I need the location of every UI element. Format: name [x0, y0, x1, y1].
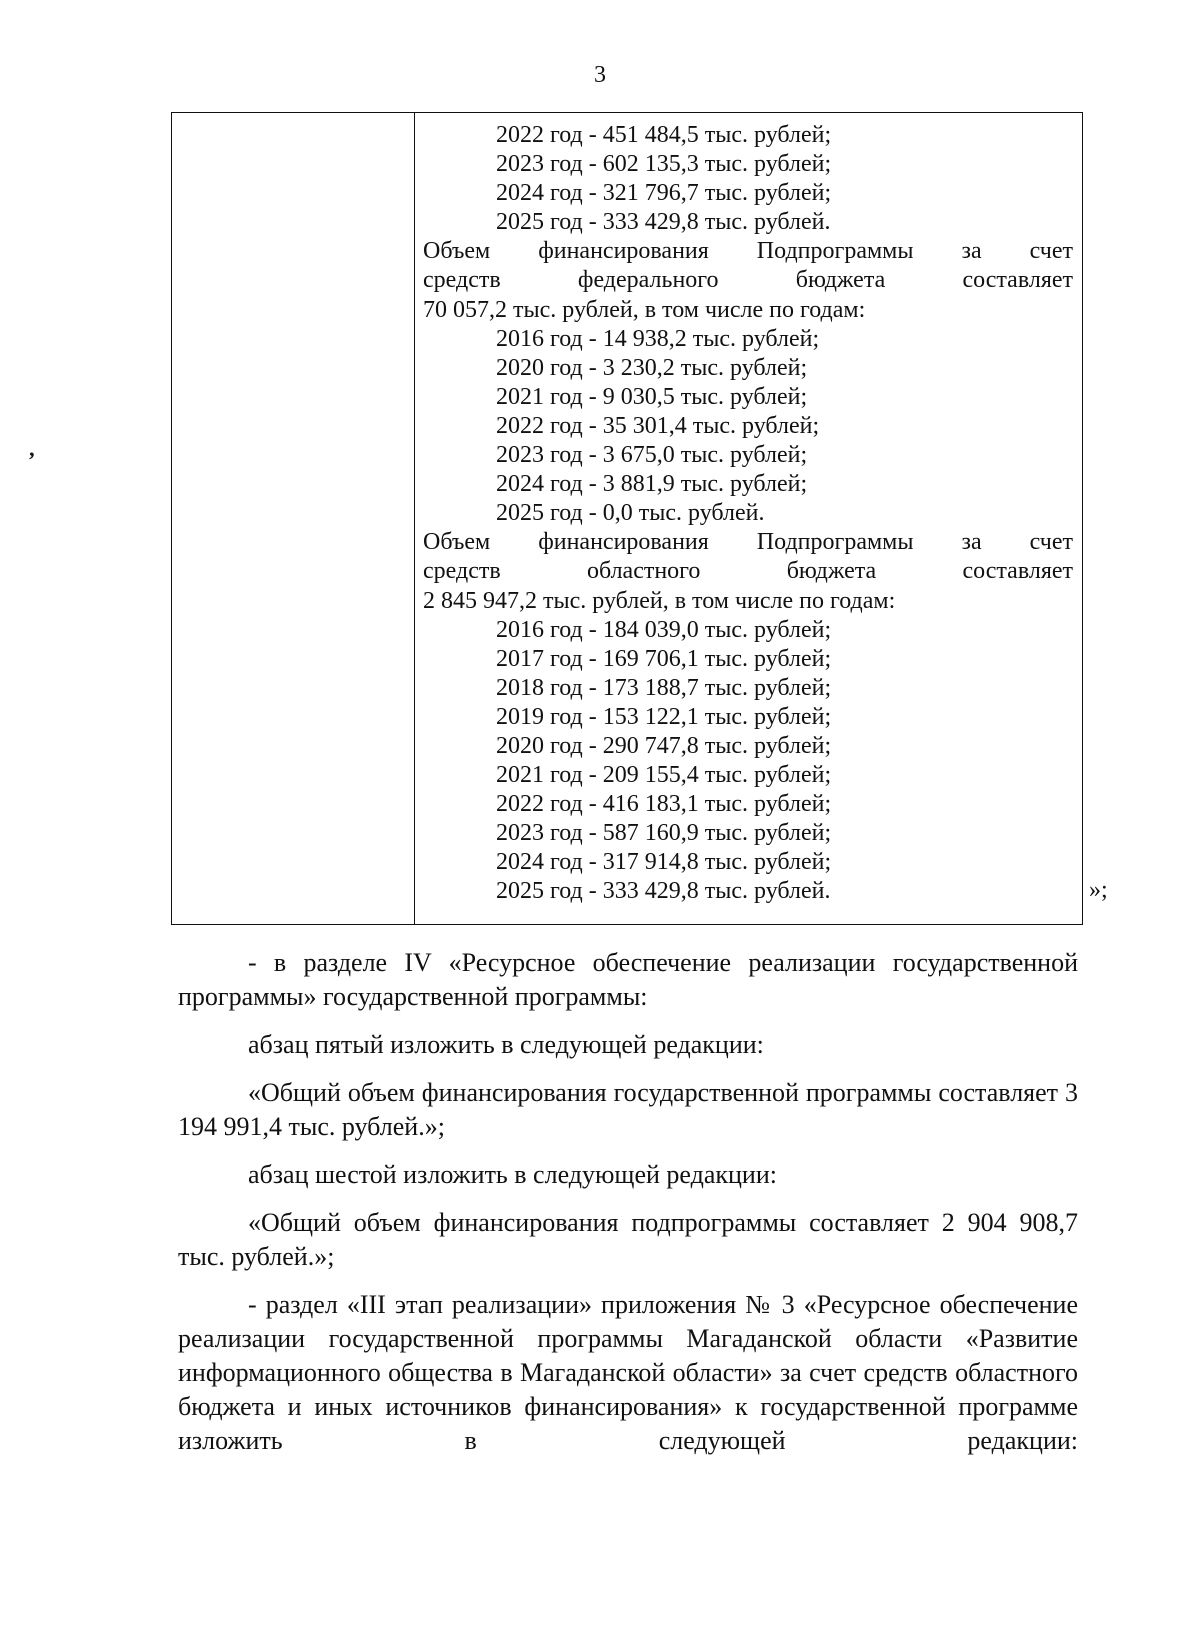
regional-intro-line: Объем финансирования Подпрограммы за счет	[423, 529, 1073, 556]
regional-year-line: 2020 год - 290 747,8 тыс. рублей;	[496, 732, 832, 759]
funding-table	[171, 112, 1083, 925]
paragraph: «Общий объем финансирования государственной программы составляет 3 194 991,4 тыс. рублей.»;	[178, 1078, 1078, 1141]
year-line: 2022 год - 451 484,5 тыс. рублей;	[496, 122, 832, 148]
regional-year-line: 2023 год - 587 160,9 тыс. рублей;	[496, 820, 832, 847]
closing-quote-mark: »;	[1089, 877, 1108, 903]
federal-year-line: 2016 год - 14 938,2 тыс. рублей;	[496, 325, 820, 352]
federal-year-line: 2025 год - 0,0 тыс. рублей.	[496, 500, 765, 527]
year-line: 2023 год - 602 135,3 тыс. рублей;	[496, 151, 832, 178]
federal-year-line: 2023 год - 3 675,0 тыс. рублей;	[496, 442, 808, 469]
regional-year-line: 2018 год - 173 188,7 тыс. рублей;	[496, 674, 832, 701]
federal-year-line: 2020 год - 3 230,2 тыс. рублей;	[496, 354, 808, 381]
year-line: 2025 год - 333 429,8 тыс. рублей.	[496, 209, 831, 236]
paragraph: - раздел «III этап реализации» приложения № 3 «Ресурсное обеспечение реализации государственной программы Магаданской области «Развитие информационного общества в Магаданской области» за счет средств областного бюджета и иных источников финансирования» к государственной программе изложить в следующей редакции:	[178, 1290, 1078, 1455]
margin-mark: ’	[28, 447, 36, 472]
regional-year-line: 2016 год - 184 039,0 тыс. рублей;	[496, 616, 832, 643]
regional-year-line: 2022 год - 416 183,1 тыс. рублей;	[496, 791, 832, 818]
regional-year-line: 2019 год - 153 122,1 тыс. рублей;	[496, 703, 832, 730]
federal-year-line: 2021 год - 9 030,5 тыс. рублей;	[496, 383, 808, 410]
funding-cell	[423, 121, 1073, 907]
regional-year-line: 2024 год - 317 914,8 тыс. рублей;	[496, 849, 832, 876]
federal-intro-line: Объем финансирования Подпрограммы за счет	[423, 238, 1073, 265]
regional-intro-line: средств областного бюджета составляет	[423, 558, 1073, 585]
column-divider	[414, 113, 415, 924]
federal-year-line: 2022 год - 35 301,4 тыс. рублей;	[496, 412, 820, 439]
regional-year-line: 2017 год - 169 706,1 тыс. рублей;	[496, 645, 832, 672]
year-line: 2024 год - 321 796,7 тыс. рублей;	[496, 180, 832, 207]
document-body	[178, 946, 1078, 1458]
page-number: 3	[594, 62, 606, 88]
paragraph: абзац пятый изложить в следующей редакции:	[248, 1030, 764, 1059]
paragraph: абзац шестой изложить в следующей редакции:	[248, 1160, 777, 1189]
regional-intro-line: 2 845 947,2 тыс. рублей, в том числе по годам:	[423, 587, 896, 614]
federal-intro-line: средств федерального бюджета составляет	[423, 267, 1073, 294]
regional-year-line: 2021 год - 209 155,4 тыс. рублей;	[496, 762, 832, 789]
paragraph: «Общий объем финансирования подпрограммы составляет 2 904 908,7 тыс. рублей.»;	[178, 1208, 1078, 1271]
federal-year-line: 2024 год - 3 881,9 тыс. рублей;	[496, 471, 808, 498]
regional-year-line: 2025 год - 333 429,8 тыс. рублей.	[496, 878, 831, 905]
federal-intro-line: 70 057,2 тыс. рублей, в том числе по годам:	[423, 296, 866, 323]
paragraph: - в разделе IV «Ресурсное обеспечение реализации государственной программы» государственной программы:	[178, 948, 1078, 1011]
